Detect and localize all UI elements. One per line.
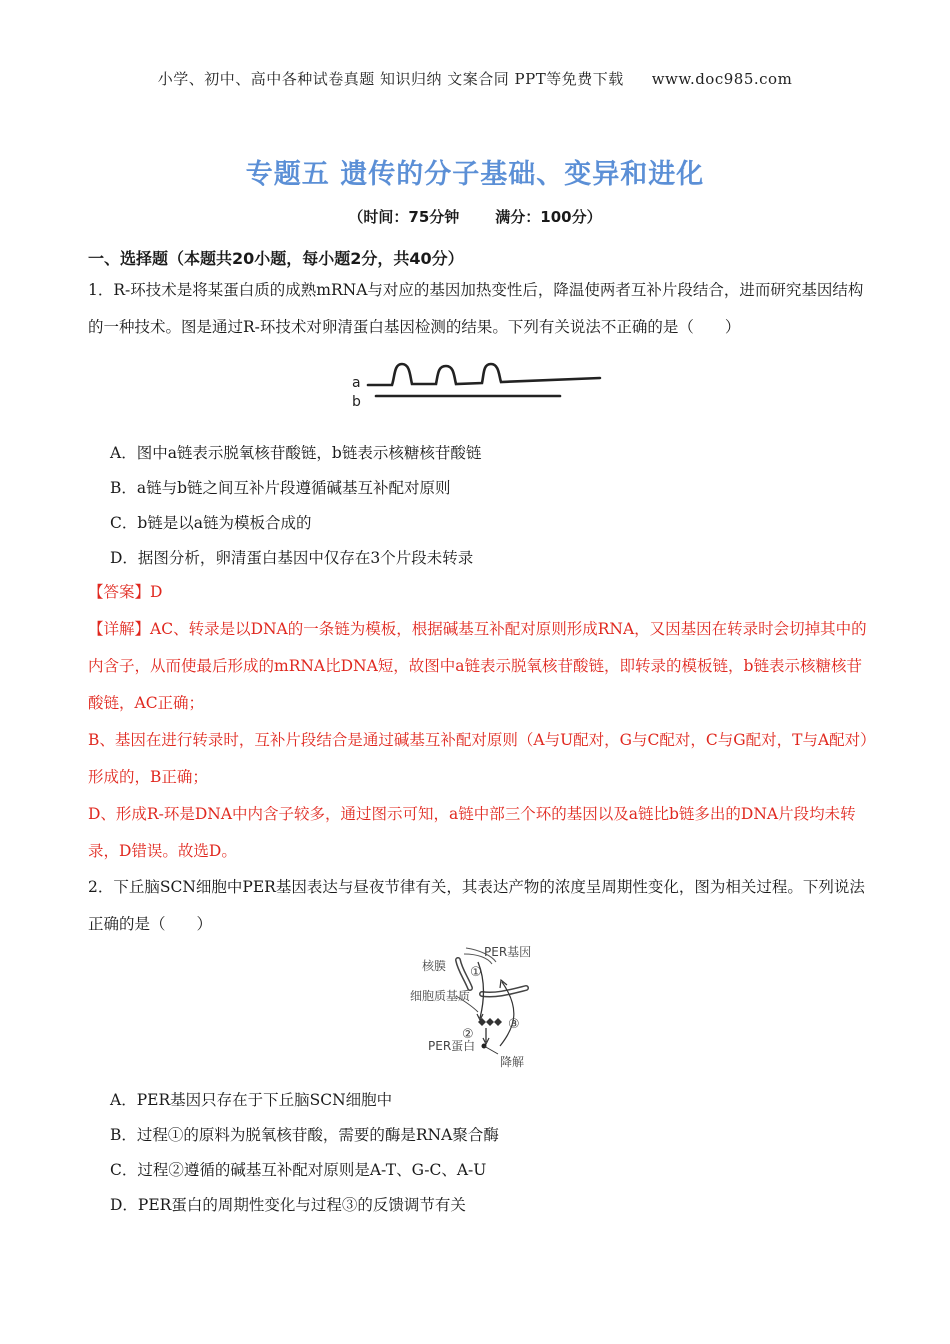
q2-label-cytoplasm: 细胞质基质 [410,989,471,1003]
section-heading: 一、选择题（本题共20小题，每小题2分，共40分） [88,249,464,268]
q1-explain-label: 【详解】 [88,620,151,638]
q2-option-a: A．PER基因只存在于下丘脑SCN细胞中 [110,1091,393,1109]
q1-strand-a [368,364,600,385]
q1-r-loop-figure [340,358,610,414]
q2-stem: 2．下丘脑SCN细胞中PER基因表达与昼夜节律有关，其表达产物的浓度呈周期性变化，图为相关过程。下列说法正确的是（ ） [88,878,865,933]
q2-option-b: B．过程①的原料为脱氧核苷酸，需要的酶是RNA聚合酶 [110,1126,499,1144]
q1-explain-d: D、形成R-环是DNA中内含子较多，通过图示可知，a链中部三个环的基因以及a链比b链多出的DNA片段均未转录，D错误。故选D。 [88,805,856,860]
q2-label-per-gene: PER基因 [484,945,532,959]
q1-explain-ac-text: AC、转录是以DNA的一条链为模板，根据碱基互补配对原则形成RNA，又因基因在转录时会切掉其中的内含子，从而使最后形成的mRNA比DNA短，故图中a链表示脱氧核苷酸链，即转录的模板链，b链表示核糖核苷酸链，AC正确； [88,620,867,712]
q1-option-d: D．据图分析，卵清蛋白基因中仅存在3个片段未转录 [110,549,474,567]
header-url[interactable]: www.doc985.com [651,70,793,88]
page-header [0,68,950,89]
q1-option-c: C．b链是以a链为模板合成的 [110,514,312,532]
q1-stem: 1．R-环技术是将某蛋白质的成熟mRNA与对应的基因加热变性后，降温使两者互补片段结合，进而研究基因结构的一种技术。图是通过R-环技术对卵清蛋白基因检测的结果。下列有关说法不正确的是（ ） [88,281,864,336]
q1-option-a: A．图中a链表示脱氧核苷酸链，b链表示核糖核苷酸链 [110,444,482,462]
exam-score: 满分：100分） [495,208,602,226]
q2-option-d: D．PER蛋白的周期性变化与过程③的反馈调节有关 [110,1196,466,1214]
q2-label-step1: ① [470,965,482,980]
q1-explain-ac [88,611,868,722]
q2-per-figure [400,942,560,1072]
q2-label-nuclear-membrane: 核膜 [422,959,447,973]
q2-label-degrade: 降解 [500,1055,525,1069]
q2-label-step2: ② [462,1027,474,1042]
q1-option-b: B．a链与b链之间互补片段遵循碱基互补配对原则 [110,479,451,497]
header-text: 小学、初中、高中各种试卷真题 知识归纳 文案合同 PPT等免费下载 [157,70,624,88]
page-title: 专题五 遗传的分子基础、变异和进化 [245,159,705,190]
q2-option-c: C．过程②遵循的碱基互补配对原则是A-T、G-C、A-U [110,1161,487,1179]
exam-time: （时间：75分钟 [348,208,460,226]
q1-answer: 【答案】D [88,583,163,601]
exam-info [0,206,950,227]
q2-label-step3: ③ [508,1017,520,1032]
q1-label-b: b [352,394,361,410]
q2-label-per-protein: PER蛋白 [428,1039,476,1053]
q1-label-a: a [352,375,361,391]
q1-explain-b: B、基因在进行转录时，互补片段结合是通过碱基互补配对原则（A与U配对，G与C配对，C与G配对，T与A配对）形成的，B正确； [88,731,868,786]
